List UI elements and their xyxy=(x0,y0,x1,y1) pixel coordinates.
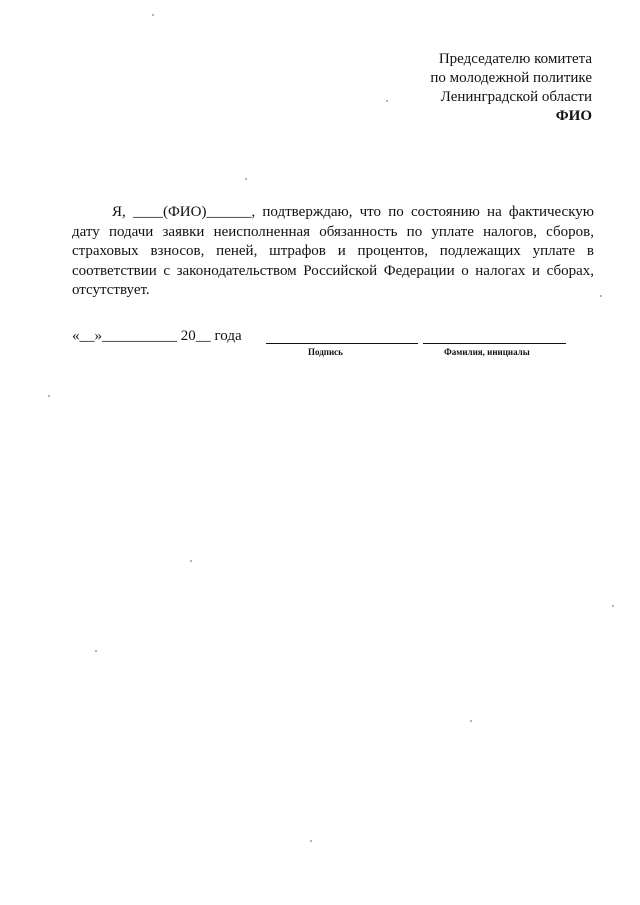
date-line: «__»__________ 20__ года xyxy=(72,328,242,344)
signature-caption: Подпись xyxy=(308,347,343,357)
scan-speck xyxy=(95,650,97,652)
scan-speck xyxy=(310,840,312,842)
addressee-line-1: Председателю комитета xyxy=(438,51,592,67)
scan-speck xyxy=(386,100,388,102)
statement-body xyxy=(72,203,594,301)
addressee-line-2: по молодежной политике xyxy=(430,70,592,86)
addressee-block xyxy=(430,50,592,126)
statement-paragraph: Я, ____(ФИО)______, подтверждаю, что по состоянию на фактическую дату подачи заявки неисполненная обязанность по уплате налогов, сборов, страховых взносов, пеней, штрафов и процентов, подлежащих уплате в соответствии с законодательством Российской Федерации о налогах и сборах, отсутствует. xyxy=(72,204,594,298)
scan-speck xyxy=(470,720,472,722)
scan-speck xyxy=(245,178,247,180)
name-caption: Фамилия, инициалы xyxy=(444,347,530,357)
addressee-name: ФИО xyxy=(555,108,592,124)
addressee-line-3: Ленинградской области xyxy=(440,89,592,105)
scan-speck xyxy=(48,395,50,397)
scan-speck xyxy=(152,14,154,16)
scan-speck xyxy=(190,560,192,562)
name-line xyxy=(423,343,566,344)
signature-line xyxy=(266,343,418,344)
scan-speck xyxy=(612,605,614,607)
scan-speck xyxy=(600,295,602,297)
